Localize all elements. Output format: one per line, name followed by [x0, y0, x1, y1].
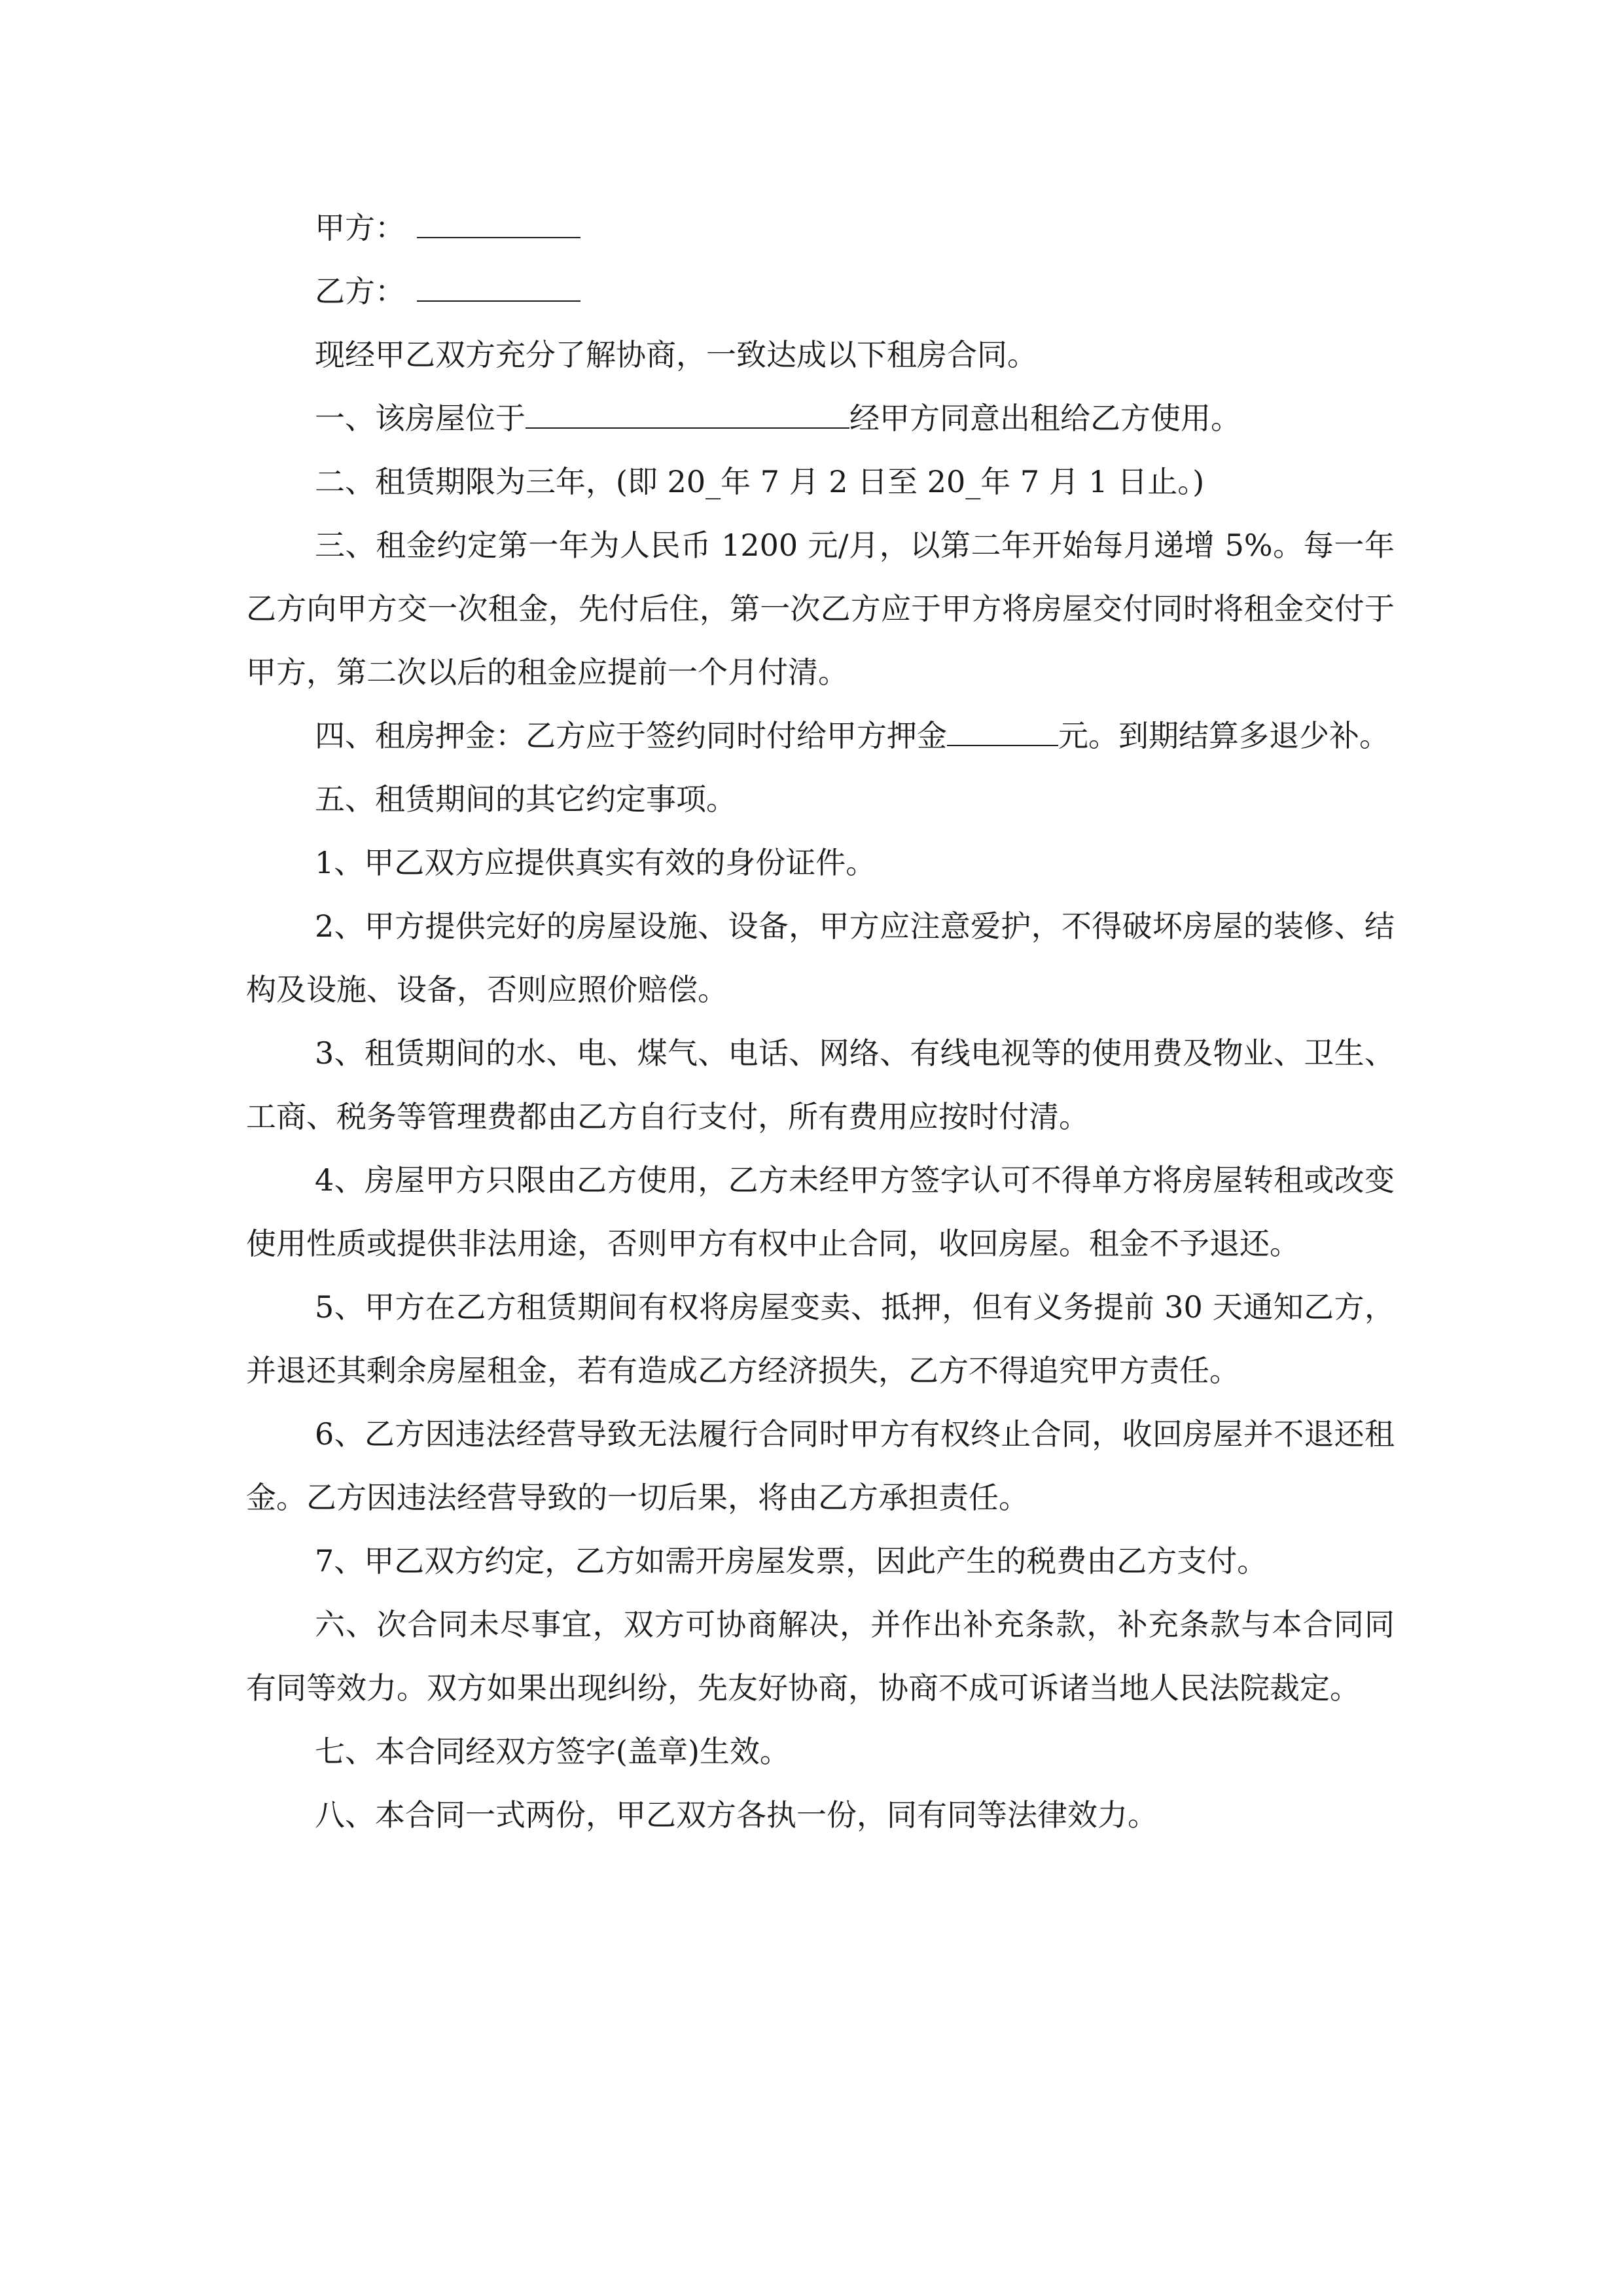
clause-8: 八、本合同一式两份，甲乙双方各执一份，同有同等法律效力。	[315, 1797, 1158, 1833]
intro-paragraph: 现经甲乙双方充分了解协商，一致达成以下租房合同。	[315, 337, 1037, 372]
clause-6: 六、次合同未尽事宜，双方可协商解决，并作出补充条款，补充条款与本合同同有同等效力。双方如果出现纠纷，先友好协商，协商不成可诉诸当地人民法院裁定。	[246, 1607, 1395, 1706]
party-b-blank	[417, 272, 580, 302]
item-3: 3、租赁期间的水、电、煤气、电话、网络、有线电视等的使用费及物业、卫生、工商、税务等管理费都由乙方自行支付，所有费用应按时付清。	[246, 1035, 1395, 1134]
clause-4-before: 四、租房押金：乙方应于签约同时付给甲方押金	[315, 718, 947, 753]
item-1: 1、甲乙双方应提供真实有效的身份证件。	[315, 845, 876, 880]
clause-1-before: 一、该房屋位于	[315, 401, 526, 436]
deposit-blank	[947, 716, 1058, 746]
item-6: 6、乙方因违法经营导致无法履行合同时甲方有权终止合同，收回房屋并不退还租金。乙方因违法经营导致的一切后果，将由乙方承担责任。	[246, 1416, 1395, 1515]
clause-5: 五、租赁期间的其它约定事项。	[315, 781, 736, 817]
clause-4-after: 元。到期结算多退少补。	[1058, 718, 1389, 753]
item-2: 2、甲方提供完好的房屋设施、设备，甲方应注意爱护，不得破坏房屋的装修、结构及设施、设备，否则应照价赔偿。	[246, 908, 1395, 1007]
clause-7: 七、本合同经双方签字(盖章)生效。	[315, 1734, 790, 1769]
clause-1	[246, 387, 1395, 450]
clause-4	[246, 704, 1395, 768]
item-5: 5、甲方在乙方租赁期间有权将房屋变卖、抵押，但有义务提前 30 天通知乙方，并退还其剩余房屋租金，若有造成乙方经济损失，乙方不得追究甲方责任。	[246, 1289, 1395, 1388]
clause-2: 二、租赁期限为三年，(即 20_年 7 月 2 日至 20_年 7 月 1 日止。)	[315, 464, 1205, 499]
clause-1-after: 经甲方同意出租给乙方使用。	[849, 401, 1241, 436]
contract-body	[246, 196, 1395, 1847]
party-b-line	[246, 260, 1395, 323]
party-b-label: 乙方：	[315, 274, 405, 309]
address-blank	[526, 399, 849, 429]
item-4: 4、房屋甲方只限由乙方使用，乙方未经甲方签字认可不得单方将房屋转租或改变使用性质或提供非法用途，否则甲方有权中止合同，收回房屋。租金不予退还。	[246, 1162, 1395, 1261]
item-7: 7、甲乙双方约定，乙方如需开房屋发票，因此产生的税费由乙方支付。	[315, 1543, 1268, 1579]
party-a-blank	[417, 208, 580, 238]
party-a-label: 甲方：	[315, 210, 405, 245]
clause-3: 三、租金约定第一年为人民币 1200 元/月，以第二年开始每月递增 5%。每一年乙方向甲方交一次租金，先付后住，第一次乙方应于甲方将房屋交付同时将租金交付于甲方，第二次以后的租金应提前一个月付清。	[246, 528, 1395, 690]
party-a-line	[246, 196, 1395, 260]
